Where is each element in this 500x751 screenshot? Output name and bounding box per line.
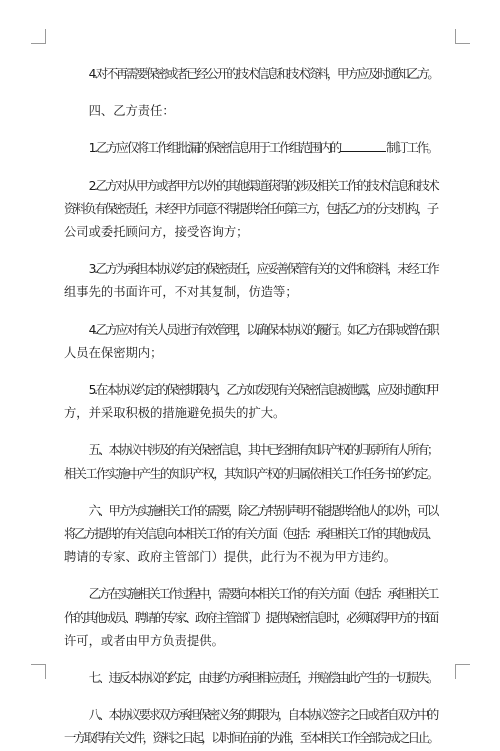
paragraph-line: 乙方在实施相关工作过程中，需要向本相关工作的有关方面（包括：承担相关工 [88, 587, 437, 602]
paragraph-line: 许可，或者由甲方负责提供。 [64, 633, 224, 648]
corner-crop-mark-top-right [455, 29, 470, 44]
paragraph-line: 将乙方提供的有关信息向本相关工作的有关方面（包括：承担相关工作的其他成员、 [64, 527, 437, 542]
paragraph-line: 人员在保密期内； [64, 345, 163, 360]
section-heading: 四、乙方责任： [88, 104, 175, 119]
document-body [64, 63, 437, 751]
paragraph-line: 4.对不再需要保密或者已经公开的技术信息和技术资料，甲方应及时通知乙方。 [88, 67, 438, 81]
paragraph-line: 聘请的专家、政府主管部门）提供，此行为不视为甲方违约。 [64, 550, 397, 565]
paragraph-line: 2.乙方对从甲方或者甲方以外的其他渠道获得的涉及相关工作的技术信息和技术 [88, 178, 438, 193]
paragraph-line: 一方取得有关文件，资料之日起，以时间在前的为准，至本相关工作全部完成之日止。 [64, 731, 438, 746]
paragraph-line: 七、违反本协议的约定，由违约方承担相应责任，并赔偿由此产生的一切损失。 [88, 671, 437, 686]
paragraph-line: 五、本协议中涉及的有关保密信息，其中已经拥有知识产权的归原所有人所有； [88, 443, 437, 458]
corner-crop-mark-bottom-left [31, 664, 46, 679]
paragraph-line: 六、甲方为实施相关工作的需要，除乙方特别声明不能提供给他人的以外，可以 [88, 503, 437, 518]
paragraph-line [64, 137, 437, 160]
corner-crop-mark-bottom-right [455, 664, 470, 679]
paragraph-line: 资料负有保密责任，未经甲方同意不得提供给任何第三方，包括乙方的分支机构，子 [64, 201, 437, 216]
paragraph-line: 5.在本协议约定的保密期限内，乙方如发现有关保密信息被泄露，应及时通知甲 [88, 383, 438, 398]
line-text: 制订工作。 [386, 141, 437, 156]
paragraph-line: 作的其他成员、聘请的专家、政府主管部门）提供保密信息时，必须取得甲方的书面 [64, 610, 437, 625]
paragraph-line: 3.乙方为承担本协议约定的保密责任，应妥善保管有关的文件和资料，未经工作 [88, 262, 438, 277]
line-text: 1.乙方应仅将工作组批漏的保密信息用于工作组范围内的 [88, 141, 341, 156]
paragraph-line: 公司或委托顾问方，接受咨询方； [64, 225, 249, 240]
paragraph-line: 方，并采取积极的措施避免损失的扩大。 [64, 406, 286, 421]
paragraph-line: 相关工作实施中产生的知识产权，其知识产权的归属依相关工作任务书的约定。 [64, 466, 438, 481]
corner-crop-mark-top-left [31, 29, 46, 44]
fill-in-blank [340, 140, 386, 152]
paragraph-line: 组事先的书面许可，不对其复制，仿造等； [64, 285, 298, 300]
paragraph-line: 八、本协议要求双方承担保密义务的期限为，自本协议签字之日或者自双方中的 [88, 708, 437, 723]
paragraph-line: 4.乙方应对有关人员进行有效管理，以确保本协议的履行。如乙方在职或曾在职 [88, 322, 438, 337]
